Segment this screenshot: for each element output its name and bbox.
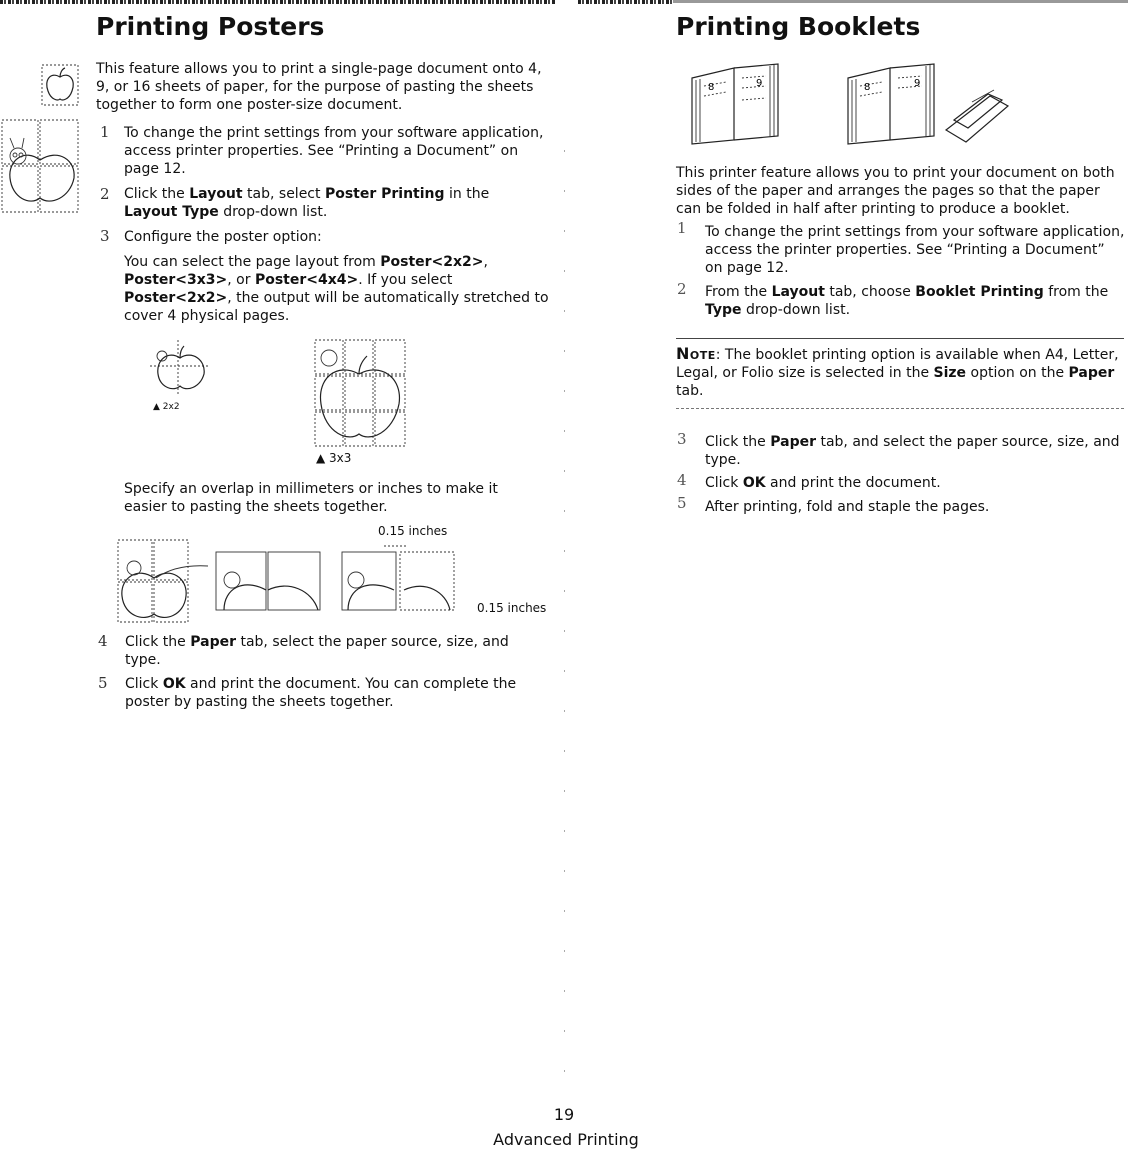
booklets-step-1: To change the print settings from your software application, access the printer properties. See “Printing a Document” on page 12. <box>705 224 1125 276</box>
page-number: 19 <box>553 1105 575 1124</box>
booklets-step-4: Click OK and print the document. <box>705 475 941 491</box>
posters-step-5: Click OK and print the document. You can complete the poster by pasting the sheets together. <box>125 676 517 710</box>
step-number: 5 <box>98 674 108 692</box>
caption-2x2: ▲ 2x2 <box>153 402 180 412</box>
step-number: 3 <box>100 227 110 245</box>
posters-step-4: Click the Paper tab, select the paper source, size, and type. <box>125 634 509 668</box>
svg-text:8: 8 <box>864 82 871 93</box>
note-box: Note: The booklet printing option is available when A4, Letter, Legal, or Folio size is selected in the Size option on the Paper tab. <box>676 344 1119 399</box>
booklets-intro: This printer feature allows you to print your document on both sides of the paper and arranges the pages so that the paper can be folded in half after printing to produce a booklet. <box>676 165 1115 217</box>
step-number: 2 <box>100 185 110 203</box>
step-number: 2 <box>677 280 687 298</box>
note-bottom-rule <box>676 408 1124 409</box>
step-number: 4 <box>677 471 687 489</box>
poster-3x3-illustration <box>313 338 407 448</box>
step-number: 1 <box>100 123 110 141</box>
step-number: 1 <box>677 219 687 237</box>
step-number: 5 <box>677 494 687 512</box>
step-number: 4 <box>98 632 108 650</box>
posters-step-1: To change the print settings from your software application, access printer properties. See “Printing a Document” on page 12. <box>124 125 544 177</box>
svg-text:8: 8 <box>708 82 715 93</box>
poster-grid-icon <box>0 118 82 216</box>
open-booklet-icon <box>686 60 786 146</box>
overlap-label-top: 0.15 inches <box>378 524 448 538</box>
booklets-title: Printing Booklets <box>676 12 921 41</box>
overlap-illustration <box>116 538 456 628</box>
stapled-booklet-icon <box>842 60 1012 146</box>
top-rule-left <box>0 0 555 4</box>
note-top-rule <box>676 338 1124 339</box>
booklets-step-5: After printing, fold and staple the pages. <box>705 499 990 515</box>
overlap-label-right: 0.15 inches <box>477 601 547 615</box>
posters-step-3: Configure the poster option: <box>124 229 322 245</box>
overlap-description: Specify an overlap in millimeters or inches to make it easier to pasting the sheets together. <box>124 481 498 515</box>
caption-3x3: ▲ 3x3 <box>316 451 352 465</box>
note-label: Note <box>676 344 716 363</box>
posters-title: Printing Posters <box>96 12 325 41</box>
column-gutter <box>564 150 565 1080</box>
booklets-step-3: Click the Paper tab, and select the paper source, size, and type. <box>705 434 1120 468</box>
apple-icon <box>40 63 80 107</box>
booklets-step-2: From the Layout tab, choose Booklet Printing from the Type drop-down list. <box>705 284 1109 318</box>
step-number: 3 <box>677 430 687 448</box>
posters-intro: This feature allows you to print a single-page document onto 4, 9, or 16 sheets of paper, for the purpose of pasting the sheets together to form one poster-size document. <box>96 61 542 113</box>
posters-step-2: Click the Layout tab, select Poster Printing in the Layout Type drop-down list. <box>124 186 490 220</box>
svg-text:9: 9 <box>914 78 921 89</box>
poster-2x2-illustration <box>148 338 212 396</box>
svg-text:9: 9 <box>756 78 763 89</box>
section-name: Advanced Printing <box>493 1130 639 1149</box>
top-rule-right <box>578 0 1128 3</box>
poster-layout-options: You can select the page layout from Poster<2x2>, Poster<3x3>, or Poster<4x4>. If you select Poster<2x2>, the output will be automatically stretched to cover 4 physical pages. <box>124 254 549 324</box>
